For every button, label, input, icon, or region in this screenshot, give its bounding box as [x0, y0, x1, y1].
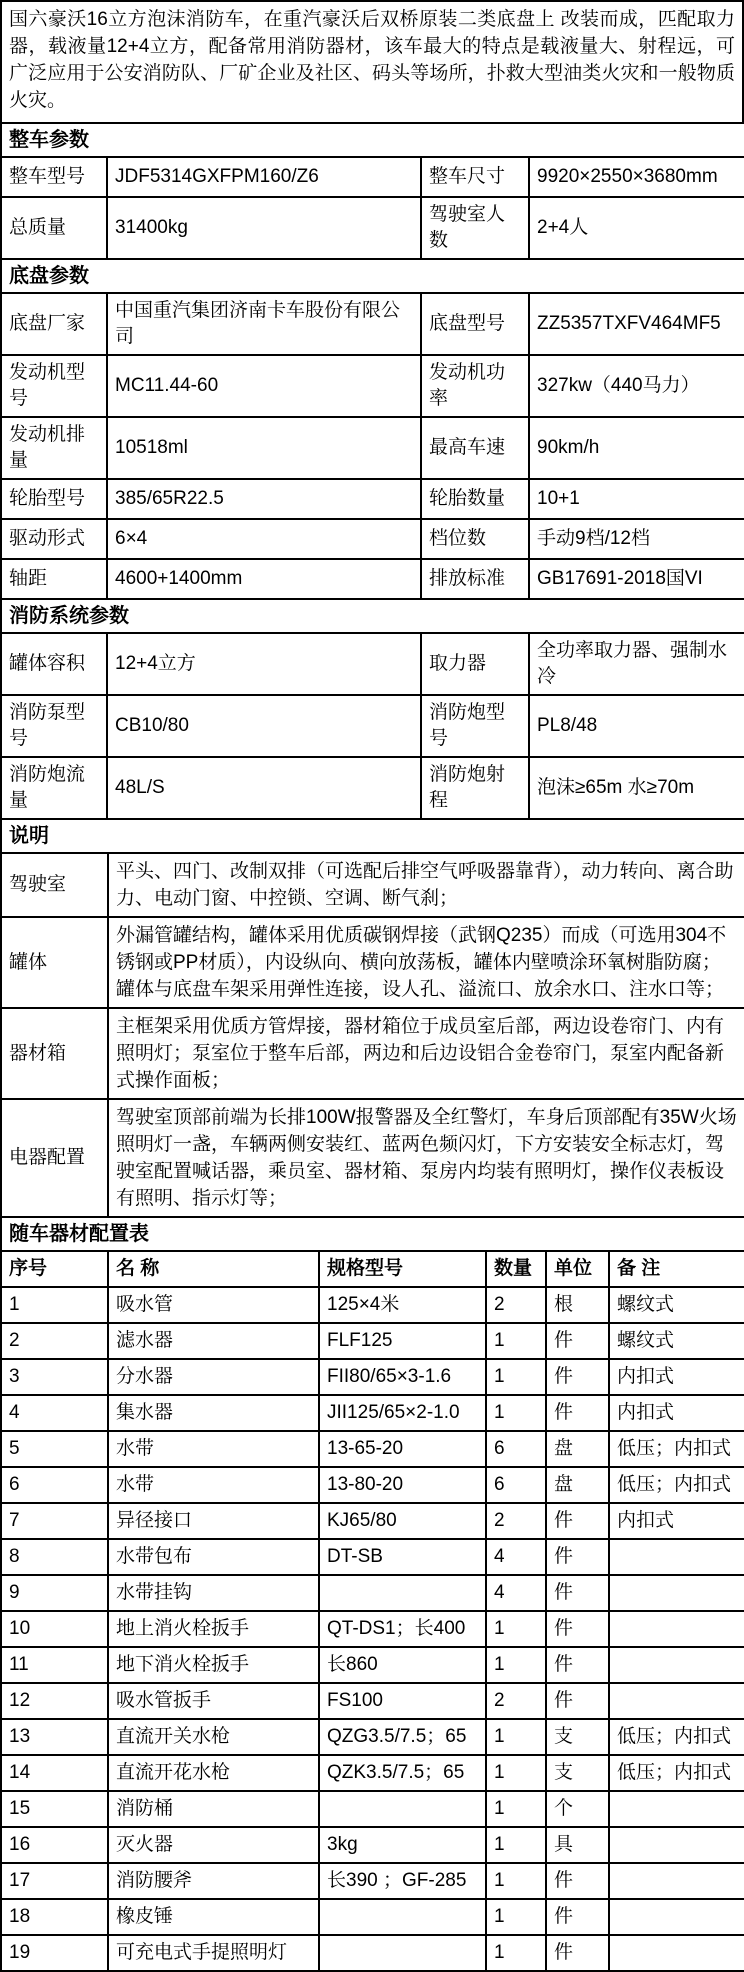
equip-unit: 件 — [546, 1323, 609, 1359]
table-row — [1, 633, 744, 695]
note-text: 主框架采用优质方管焊接，器材箱位于成员室后部，两边设卷帘门、内有照明灯；泵室位于整车后部，两边和后边设铝合金卷帘门，泵室内配备新式操作面板； — [108, 1008, 744, 1099]
equip-unit: 件 — [546, 1863, 609, 1899]
column-header: 名 称 — [108, 1251, 319, 1287]
equip-no: 4 — [1, 1395, 108, 1431]
param-label: 罐体容积 — [1, 633, 107, 695]
table-row — [1, 157, 744, 197]
table-row — [1, 1611, 744, 1647]
table-row — [1, 917, 744, 1008]
equip-model: QZK3.5/7.5；65 — [319, 1755, 486, 1791]
param-label: 消防炮射程 — [421, 757, 529, 819]
equip-unit: 根 — [546, 1287, 609, 1323]
param-value: 327kw（440马力） — [529, 355, 744, 417]
param-label: 最高车速 — [421, 417, 529, 479]
equip-qty: 2 — [486, 1503, 546, 1539]
param-value: 手动9档/12档 — [529, 519, 744, 559]
table-row — [1, 519, 744, 559]
param-value: 385/65R22.5 — [107, 479, 421, 519]
equip-unit: 支 — [546, 1755, 609, 1791]
param-value: 90km/h — [529, 417, 744, 479]
table-row — [1, 1099, 744, 1217]
column-header: 单位 — [546, 1251, 609, 1287]
equip-no: 18 — [1, 1899, 108, 1935]
param-label: 消防炮型号 — [421, 695, 529, 757]
equip-no: 10 — [1, 1611, 108, 1647]
param-value: 泡沫≥65m 水≥70m — [529, 757, 744, 819]
column-header: 数量 — [486, 1251, 546, 1287]
equip-unit: 件 — [546, 1683, 609, 1719]
param-label: 底盘型号 — [421, 293, 529, 355]
equip-name: 地下消火栓扳手 — [108, 1647, 319, 1683]
equip-remark — [609, 1899, 744, 1935]
equip-unit: 件 — [546, 1611, 609, 1647]
equip-model — [319, 1935, 486, 1971]
param-value: 2+4人 — [529, 197, 744, 259]
equip-unit: 件 — [546, 1503, 609, 1539]
equip-name: 灭火器 — [108, 1827, 319, 1863]
equip-model: FS100 — [319, 1683, 486, 1719]
param-value: 中国重汽集团济南卡车股份有限公司 — [107, 293, 421, 355]
param-label: 总质量 — [1, 197, 107, 259]
equip-name: 吸水管扳手 — [108, 1683, 319, 1719]
param-label: 发动机排量 — [1, 417, 107, 479]
equip-unit: 盘 — [546, 1467, 609, 1503]
equip-name: 直流开关水枪 — [108, 1719, 319, 1755]
equip-qty: 1 — [486, 1899, 546, 1935]
note-label: 驾驶室 — [1, 853, 108, 917]
table-row — [1, 1863, 744, 1899]
equip-name: 水带包布 — [108, 1539, 319, 1575]
table-row — [1, 1323, 744, 1359]
equip-model: KJ65/80 — [319, 1503, 486, 1539]
table-row — [1, 1395, 744, 1431]
table-row — [1, 1755, 744, 1791]
equip-name: 橡皮锤 — [108, 1899, 319, 1935]
equip-remark — [609, 1935, 744, 1971]
param-label: 轮胎数量 — [421, 479, 529, 519]
equip-unit: 件 — [546, 1575, 609, 1611]
equip-qty: 1 — [486, 1359, 546, 1395]
equip-no: 8 — [1, 1539, 108, 1575]
note-label: 罐体 — [1, 917, 108, 1008]
param-value: GB17691-2018国VI — [529, 559, 744, 599]
equip-remark — [609, 1791, 744, 1827]
param-value: MC11.44-60 — [107, 355, 421, 417]
equip-remark: 内扣式 — [609, 1503, 744, 1539]
equip-qty: 1 — [486, 1755, 546, 1791]
equip-model: FII80/65×3-1.6 — [319, 1359, 486, 1395]
equip-model: 13-65-20 — [319, 1431, 486, 1467]
equip-name: 水带挂钩 — [108, 1575, 319, 1611]
equip-model: QT-DS1；长400 — [319, 1611, 486, 1647]
equip-no: 17 — [1, 1863, 108, 1899]
param-value: 全功率取力器、强制水冷 — [529, 633, 744, 695]
equipment-table — [0, 1216, 744, 1972]
chassis-params-table — [0, 258, 744, 600]
vehicle-params-table — [0, 122, 744, 260]
equip-unit: 件 — [546, 1899, 609, 1935]
table-row — [1, 1683, 744, 1719]
table-row — [1, 1899, 744, 1935]
table-row — [1, 1008, 744, 1099]
equip-unit: 件 — [546, 1647, 609, 1683]
equip-model: JII125/65×2-1.0 — [319, 1395, 486, 1431]
section-header-row — [1, 259, 744, 293]
section-header-row — [1, 599, 744, 633]
param-label: 发动机型号 — [1, 355, 107, 417]
equip-no: 14 — [1, 1755, 108, 1791]
equip-no: 6 — [1, 1467, 108, 1503]
equip-name: 异径接口 — [108, 1503, 319, 1539]
equip-qty: 1 — [486, 1791, 546, 1827]
column-header: 规格型号 — [319, 1251, 486, 1287]
notes-table — [0, 818, 744, 1218]
equip-remark: 内扣式 — [609, 1395, 744, 1431]
equip-no: 1 — [1, 1287, 108, 1323]
equip-no: 12 — [1, 1683, 108, 1719]
intro-paragraph: 国六豪沃16立方泡沫消防车，在重汽豪沃后双桥原装二类底盘上 改装而成，匹配取力器，载液量12+4立方，配备常用消防器材，该车最大的特点是载液量大、射程远，可广泛应用于公安消防队、厂矿企业及社区、码头等场所，扑救大型油类火灾和一般物质火灾。 — [0, 0, 744, 124]
equip-name: 滤水器 — [108, 1323, 319, 1359]
equip-no: 9 — [1, 1575, 108, 1611]
param-value: JDF5314GXFPM160/Z6 — [107, 157, 421, 197]
section-header-row — [1, 1217, 744, 1251]
param-value: 12+4立方 — [107, 633, 421, 695]
equip-model: QZG3.5/7.5；65 — [319, 1719, 486, 1755]
equip-name: 水带 — [108, 1467, 319, 1503]
equip-qty: 2 — [486, 1683, 546, 1719]
note-text: 平头、四门、改制双排（可选配后排空气呼吸器靠背），动力转向、离合助力、电动门窗、中控锁、空调、断气刹； — [108, 853, 744, 917]
equip-name: 地上消火栓扳手 — [108, 1611, 319, 1647]
table-row — [1, 1467, 744, 1503]
note-text: 外漏管罐结构，罐体采用优质碳钢焊接（武钢Q235）而成（可选用304不锈钢或PP材质），内设纵向、横向放荡板，罐体内壁喷涂环氧树脂防腐；罐体与底盘车架采用弹性连接，设人孔、溢流口、放余水口、注水口等； — [108, 917, 744, 1008]
param-value: PL8/48 — [529, 695, 744, 757]
equip-unit: 件 — [546, 1359, 609, 1395]
equip-qty: 1 — [486, 1611, 546, 1647]
table-row — [1, 695, 744, 757]
table-header-row — [1, 1251, 744, 1287]
equip-unit: 个 — [546, 1791, 609, 1827]
fire-system-params-table — [0, 598, 744, 820]
equip-no: 5 — [1, 1431, 108, 1467]
param-label: 档位数 — [421, 519, 529, 559]
table-row — [1, 1647, 744, 1683]
equip-no: 7 — [1, 1503, 108, 1539]
equip-unit: 支 — [546, 1719, 609, 1755]
column-header: 备 注 — [609, 1251, 744, 1287]
equip-no: 15 — [1, 1791, 108, 1827]
param-label: 消防炮流量 — [1, 757, 107, 819]
param-label: 排放标准 — [421, 559, 529, 599]
param-value: 4600+1400mm — [107, 559, 421, 599]
equip-qty: 1 — [486, 1647, 546, 1683]
section-title: 随车器材配置表 — [1, 1217, 744, 1251]
equip-model: FLF125 — [319, 1323, 486, 1359]
table-row — [1, 757, 744, 819]
param-value: 10+1 — [529, 479, 744, 519]
param-value: 9920×2550×3680mm — [529, 157, 744, 197]
equip-no: 3 — [1, 1359, 108, 1395]
table-row — [1, 1719, 744, 1755]
equip-model: 125×4米 — [319, 1287, 486, 1323]
equip-name: 消防桶 — [108, 1791, 319, 1827]
equip-name: 分水器 — [108, 1359, 319, 1395]
param-label: 整车型号 — [1, 157, 107, 197]
table-row — [1, 1791, 744, 1827]
param-label: 底盘厂家 — [1, 293, 107, 355]
equip-no: 16 — [1, 1827, 108, 1863]
equip-remark — [609, 1827, 744, 1863]
equip-remark: 螺纹式 — [609, 1323, 744, 1359]
section-title: 消防系统参数 — [1, 599, 744, 633]
param-label: 发动机功率 — [421, 355, 529, 417]
equip-qty: 6 — [486, 1431, 546, 1467]
param-value: ZZ5357TXFV464MF5 — [529, 293, 744, 355]
equip-qty: 1 — [486, 1323, 546, 1359]
equip-remark: 螺纹式 — [609, 1287, 744, 1323]
table-row — [1, 1539, 744, 1575]
param-value: CB10/80 — [107, 695, 421, 757]
equip-name: 水带 — [108, 1431, 319, 1467]
equip-no: 13 — [1, 1719, 108, 1755]
param-label: 取力器 — [421, 633, 529, 695]
equip-remark — [609, 1647, 744, 1683]
equip-unit: 件 — [546, 1395, 609, 1431]
equip-unit: 件 — [546, 1935, 609, 1971]
equip-no: 11 — [1, 1647, 108, 1683]
equip-remark — [609, 1611, 744, 1647]
param-value: 31400kg — [107, 197, 421, 259]
equip-remark — [609, 1683, 744, 1719]
equip-name: 可充电式手提照明灯 — [108, 1935, 319, 1971]
equip-qty: 6 — [486, 1467, 546, 1503]
table-row — [1, 853, 744, 917]
table-row — [1, 559, 744, 599]
param-label: 驾驶室人数 — [421, 197, 529, 259]
equip-qty: 1 — [486, 1719, 546, 1755]
equip-name: 吸水管 — [108, 1287, 319, 1323]
equip-model: 长390 ；GF-285 — [319, 1863, 486, 1899]
equip-qty: 4 — [486, 1575, 546, 1611]
equip-model — [319, 1791, 486, 1827]
equip-name: 集水器 — [108, 1395, 319, 1431]
equip-remark: 低压；内扣式 — [609, 1467, 744, 1503]
equip-remark: 低压；内扣式 — [609, 1431, 744, 1467]
equip-name: 消防腰斧 — [108, 1863, 319, 1899]
equip-remark: 低压；内扣式 — [609, 1719, 744, 1755]
note-label: 电器配置 — [1, 1099, 108, 1217]
equip-qty: 2 — [486, 1287, 546, 1323]
param-label: 轴距 — [1, 559, 107, 599]
equip-remark — [609, 1863, 744, 1899]
param-value: 48L/S — [107, 757, 421, 819]
table-row — [1, 417, 744, 479]
equip-unit: 盘 — [546, 1431, 609, 1467]
table-row — [1, 1287, 744, 1323]
table-row — [1, 197, 744, 259]
equip-no: 19 — [1, 1935, 108, 1971]
table-row — [1, 355, 744, 417]
table-row — [1, 1359, 744, 1395]
equip-qty: 1 — [486, 1863, 546, 1899]
equip-no: 2 — [1, 1323, 108, 1359]
param-value: 6×4 — [107, 519, 421, 559]
equip-remark: 低压；内扣式 — [609, 1755, 744, 1791]
section-title: 整车参数 — [1, 123, 744, 157]
param-label: 轮胎型号 — [1, 479, 107, 519]
table-row — [1, 1503, 744, 1539]
equip-unit: 件 — [546, 1539, 609, 1575]
equip-unit: 具 — [546, 1827, 609, 1863]
table-row — [1, 1431, 744, 1467]
equip-model — [319, 1575, 486, 1611]
section-title: 说明 — [1, 819, 744, 853]
equip-model: 3kg — [319, 1827, 486, 1863]
equip-qty: 1 — [486, 1827, 546, 1863]
param-label: 整车尺寸 — [421, 157, 529, 197]
note-label: 器材箱 — [1, 1008, 108, 1099]
equip-model: DT-SB — [319, 1539, 486, 1575]
table-row — [1, 1935, 744, 1971]
equip-qty: 1 — [486, 1395, 546, 1431]
equip-model — [319, 1899, 486, 1935]
equip-name: 直流开花水枪 — [108, 1755, 319, 1791]
equip-qty: 1 — [486, 1935, 546, 1971]
section-header-row — [1, 123, 744, 157]
section-title: 底盘参数 — [1, 259, 744, 293]
table-row — [1, 293, 744, 355]
section-header-row — [1, 819, 744, 853]
table-row — [1, 1575, 744, 1611]
equip-qty: 4 — [486, 1539, 546, 1575]
note-text: 驾驶室顶部前端为长排100W报警器及全红警灯，车身后顶部配有35W火场照明灯一盏，车辆两侧安装红、蓝两色频闪灯，下方安装安全标志灯，驾驶室配置喊话器，乘员室、器材箱、泵房内均装有照明灯，操作仪表板设有照明、指示灯等； — [108, 1099, 744, 1217]
equip-remark: 内扣式 — [609, 1359, 744, 1395]
param-value: 10518ml — [107, 417, 421, 479]
equip-remark — [609, 1539, 744, 1575]
column-header: 序号 — [1, 1251, 108, 1287]
equip-remark — [609, 1575, 744, 1611]
table-row — [1, 1827, 744, 1863]
param-label: 驱动形式 — [1, 519, 107, 559]
param-label: 消防泵型号 — [1, 695, 107, 757]
equip-model: 13-80-20 — [319, 1467, 486, 1503]
equip-model: 长860 — [319, 1647, 486, 1683]
table-row — [1, 479, 744, 519]
